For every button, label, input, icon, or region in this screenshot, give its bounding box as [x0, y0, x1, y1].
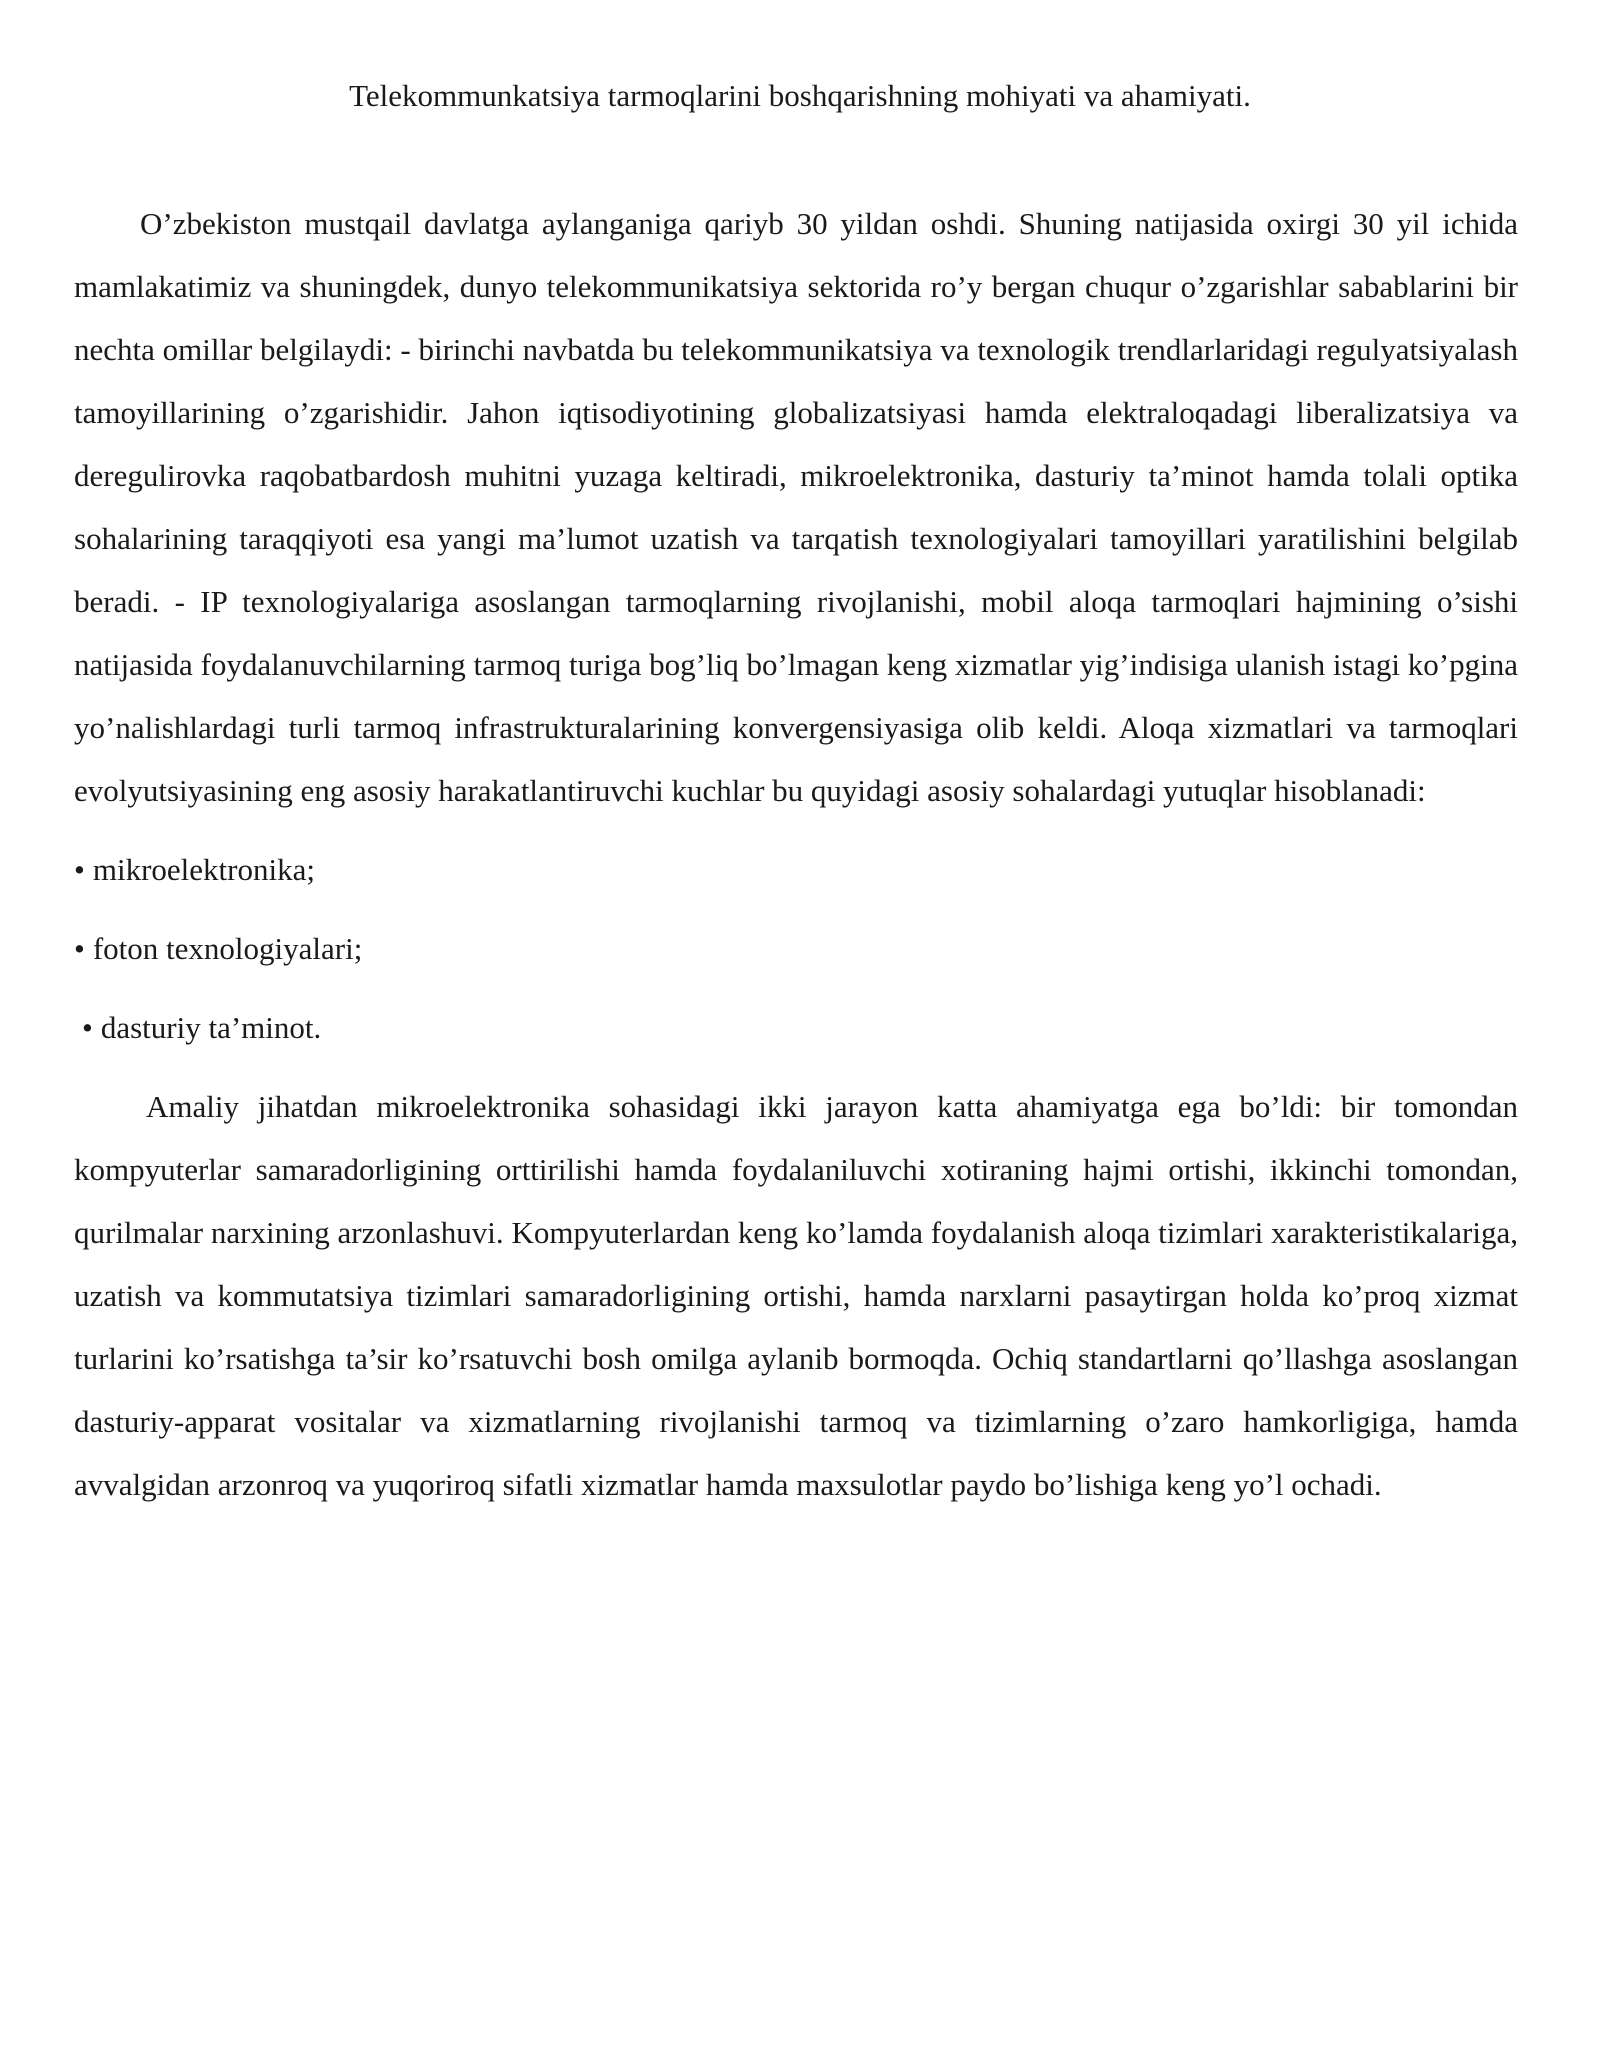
paragraph-microelectronics: Amaliy jihatdan mikroelektronika sohasidagi ikki jarayon katta ahamiyatga ega bo’ldi: bir tomondan kompyuterlar samaradorligining orttirilishi hamda foydalaniluvchi xotiraning hajmi ortishi, ikkinchi tomondan, qurilmalar narxining arzonlashuvi. Kompyuterlardan keng ko’lamda foydalanish aloqa tizimlari xarakteristikalariga, uzatish va kommutatsiya tizimlari samaradorligining ortishi, hamda narxlarni pasaytirgan holda ko’proq xizmat turlarini ko’rsatishga ta’sir ko’rsatuvchi bosh omilga aylanib bormoqda. Ochiq standartlarni qo’llashga asoslangan dasturiy-apparat vositalar va xizmatlarning rivojlanishi tarmoq va tizimlarning o’zaro hamkorligiga, hamda avvalgidan arzonroq va yuqoriroq sifatli xizmatlar hamda maxsulotlar paydo bo’lishiga keng yo’l ochadi. [74, 1089, 1518, 1502]
bullet-mark: • [74, 852, 85, 887]
paragraph-intro: O’zbekiston mustqail davlatga aylanganiga qariyb 30 yildan oshdi. Shuning natijasida oxirgi 30 yil ichida mamlakatimiz va shuningdek, dunyo telekommunikatsiya sektorida ro’y bergan chuqur o’zgarishlar sabablarini bir nechta omillar belgilaydi: - birinchi navbatda bu telekommunikatsiya va texnologik trendlarlaridagi regulyatsiyalash tamoyillarining o’zgarishidir. Jahon iqtisodiyotining globalizatsiyasi hamda elektraloqadagi liberalizatsiya va deregulirovka raqobatbardosh muhitni yuzaga keltiradi, mikroelektronika, dasturiy ta’minot hamda tolali optika sohalarining taraqqiyoti esa yangi ma’lumot uzatish va tarqatish texnologiyalari tamoyillari yaratilishini belgilab beradi. - IP texnologiyalariga asoslangan tarmoqlarning rivojlanishi, mobil aloqa tarmoqlari hajmining o’sishi natijasida foydalanuvchilarning tarmoq turiga bog’liq bo’lmagan keng xizmatlar yig’indisiga ulanish istagi ko’pgina yo’nalishlardagi turli tarmoq infrastrukturalarining konvergensiyasiga olib keldi. Aloqa xizmatlari va tarmoqlari evolyutsiyasining eng asosiy harakatlantiruvchi kuchlar bu quyidagi asosiy sohalardagi yutuqlar hisoblanadi: [74, 206, 1518, 808]
document-title: Telekommunkatsiya tarmoqlarini boshqarishning mohiyati va ahamiyati. [349, 78, 1251, 113]
list-item [74, 996, 1518, 1059]
bullet-mark: • [74, 931, 85, 966]
bullet-list [74, 838, 1518, 1059]
list-item [74, 917, 1518, 980]
list-item-text: mikroelektronika; [92, 852, 315, 887]
document-body [74, 192, 1518, 1516]
list-item [74, 838, 1518, 901]
list-item-text: dasturiy ta’minot. [100, 1010, 322, 1045]
bullet-mark: • [82, 1010, 93, 1045]
list-item-text: foton texnologiyalari; [92, 931, 363, 966]
